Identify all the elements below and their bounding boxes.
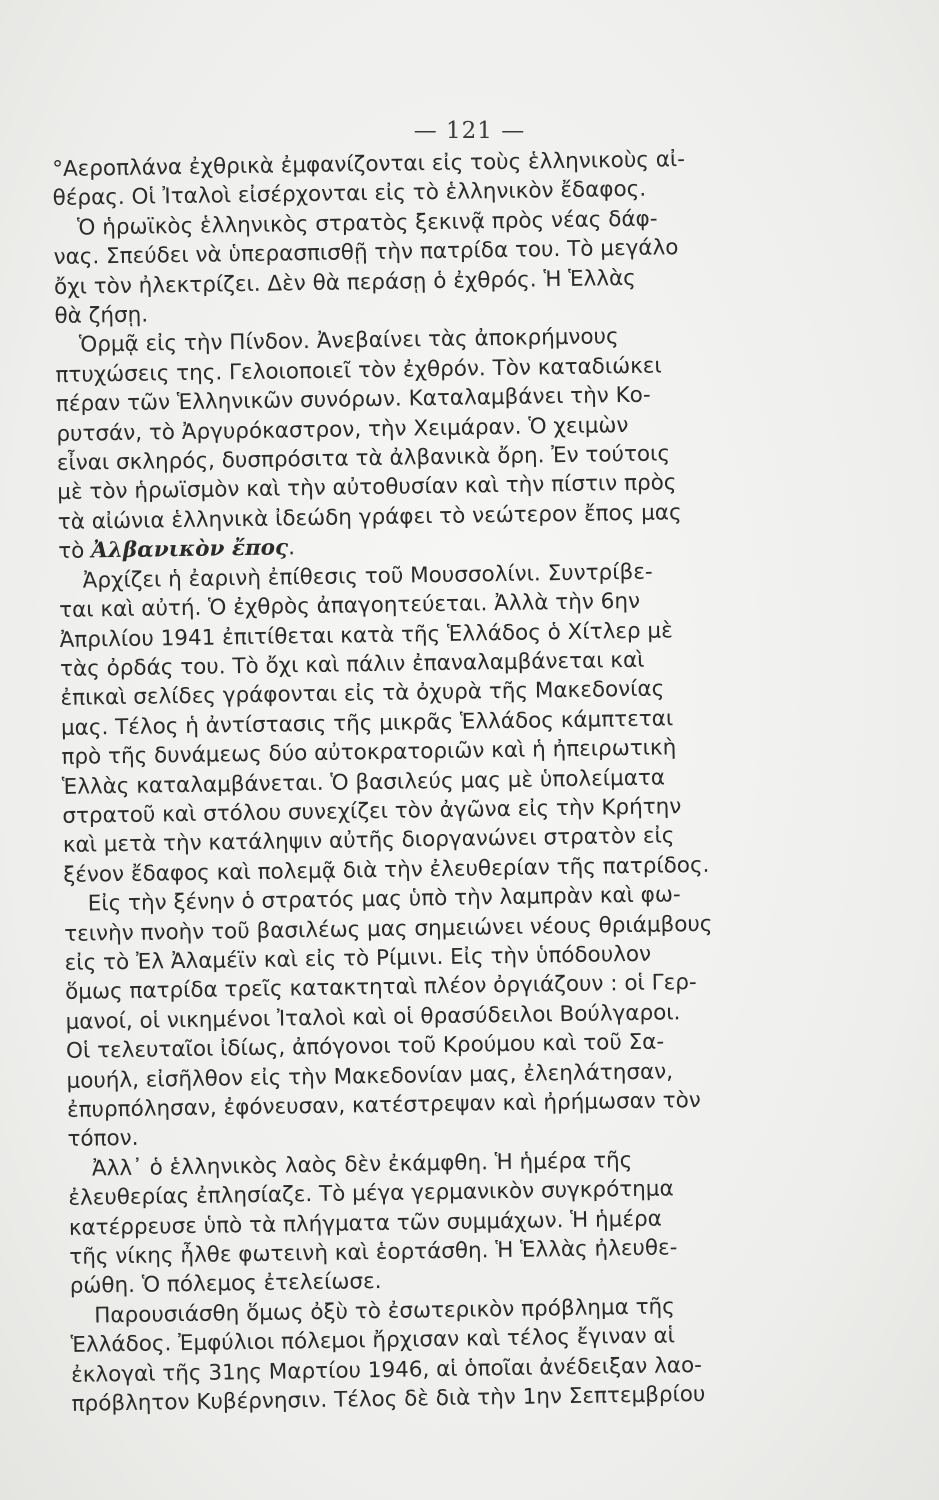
text-line: τὰς ὀρδάς του. Τὸ ὄχι καὶ πάλιν ἐπαναλαμβάνεται καὶ [59, 647, 645, 682]
text-line: τὰ αἰώνια ἑλληνικὰ ἰδεώδη γράφει τὸ νεώτερον ἔπος μας [57, 500, 682, 535]
text-line: Ἑλλὰς καταλαμβάνεται. Ὁ βασιλεύς μας μὲ ὑπολείματα [61, 764, 666, 800]
text-line: πρὸ τῆς δυνάμεως δύο αὐτοκρατοριῶν καὶ ἡ ἠπειρωτικὴ [61, 735, 677, 771]
text-line: Παρουσιάσθη ὅμως ὀξὺ τὸ ἐσωτερικὸν πρόβλημα τῆς [94, 1294, 676, 1329]
text-line: στρατοῦ καὶ στόλου συνεχίζει τὸν ἀγῶνα εἰς τὴν Κρήτην [62, 794, 682, 829]
text-line: ἐπυρπόλησαν, ἐφόνευσαν, κατέστρεψαν καὶ ἠρήμωσαν τὸν [66, 1087, 701, 1123]
text-line: μὲ τὸν ἡρωϊσμὸν καὶ τὴν αὐτοθυσίαν καὶ τὴν πίστιν πρὸς [57, 470, 677, 506]
text-line: θὰ ζήσῃ. [54, 302, 149, 330]
text-line: Οἱ τελευταῖοι ἰδίως, ἀπόγονοι τοῦ Κρούμου καὶ τοῦ Σα- [65, 1029, 665, 1065]
text-line: πρόβλητον Κυβέρνησιν. Τέλος δὲ διὰ τὴν 1ην Σεπτεμβρίου [71, 1381, 706, 1417]
text-line: Ἑλλάδος. Ἐμφύλιοι πόλεμοι ἤρχισαν καὶ τέλος ἔγιναν αἱ [70, 1323, 676, 1359]
text-line: τῆς νίκης ἦλθε φωτεινὴ καὶ ἑορτάσθη. Ἡ Ἑλλὰς ἠλευθε- [69, 1235, 678, 1270]
text-line: μας. Τέλος ἡ ἀντίστασις τῆς μικρᾶς Ἑλλάδος κάμπτεται [60, 706, 674, 741]
text-line: Ὁ ἡρωϊκὸς ἑλληνικὸς στρατὸς ξεκινᾷ πρὸς νέας δάφ- [76, 206, 658, 241]
text-line: Ἀπριλίου 1941 ἐπιτίθεται κατὰ τῆς Ἑλλάδος ὁ Χίτλερ μὲ [59, 617, 673, 653]
text-line: ὅμως πατρίδα τρεῖς κατακτηταὶ πλέον ὀργιάζουν : οἱ Γερ- [64, 970, 697, 1006]
text-line: καὶ μετὰ τὴν κατάληψιν αὐτῆς διοργανώνει στρατὸν εἰς [62, 823, 675, 859]
text-line: Ὁρμᾷ εἰς τὴν Πίνδον. Ἀνεβαίνει τὰς ἀποκρήμνους [78, 324, 619, 359]
text-line: πέραν τῶν Ἑλληνικῶν συνόρων. Καταλαμβάνει τὴν Κο- [55, 382, 651, 418]
text-line: ἐλευθερίας ἐπλησίαζε. Τὸ μέγα γερμανικὸν συγκρότημα [68, 1176, 674, 1212]
text-line: κατέρρευσε ὑπὸ τὰ πλήγματα τῶν συμμάχων. Ἡ ἡμέρα [68, 1206, 663, 1241]
text-line: Ἀρχίζει ἡ ἐαρινὴ ἐπίθεσις τοῦ Μουσσολίνι. Συντρίβε- [82, 559, 653, 594]
text-line: ξένον ἔδαφος καὶ πολεμᾷ διὰ τὴν ἐλευθερίαν τῆς πατρίδος. [63, 852, 710, 888]
text-line: μανοί, οἱ νικημένοι Ἰταλοὶ καὶ οἱ θρασύδειλοι Βούλγαροι. [65, 1000, 681, 1035]
text-line: τεινὴν πνοὴν τοῦ βασιλέως μας σημειώνει νέους θριάμβους [64, 911, 713, 947]
text-line: εἶναι σκληρός, δυσπρόσιτα τὰ ἀλβανικὰ ὄρη. Ἐν τούτοις [56, 441, 671, 477]
text-line: ρώθη. Ὁ πόλεμος ἐτελείωσε. [69, 1269, 382, 1300]
text-line: μουήλ, εἰσῆλθον εἰς τὴν Μακεδονίαν μας, ἐλεηλάτησαν, [66, 1058, 674, 1094]
text-line: νας. Σπεύδει νὰ ὑπερασπισθῇ τὴν πατρίδα του. Τὸ μεγάλο [53, 235, 679, 271]
text-line: ὄχι τὸν ἠλεκτρίζει. Δὲν θὰ περάσῃ ὁ ἐχθρός. Ἡ Ἑλλὰς [53, 265, 636, 300]
text-line-suffix: . [287, 535, 296, 561]
text-line: εἰς τὸ Ἐλ Ἀλαμέϊν καὶ εἰς τὸ Ρίμινι. Εἰς τὴν ὑπόδουλον [64, 941, 652, 976]
emphasized-title: Ἀλβανικὸν ἔπος [90, 535, 289, 564]
text-line: Εἰς τὴν ξένην ὁ στρατός μας ὑπὸ τὴν λαμπρὰν καὶ φω- [87, 882, 681, 917]
text-line: ται καὶ αὐτή. Ὁ ἐχθρὸς ἀπαγοητεύεται. Ἀλλὰ τὴν 6ην [58, 588, 641, 624]
text-line: πτυχώσεις της. Γελοιοποιεῖ τὸν ἐχθρόν. Τὸν καταδιώκει [55, 353, 662, 388]
text-line: ἐπικαὶ σελίδες γράφονται εἰς τὰ ὀχυρὰ τῆς Μακεδονίας [60, 676, 665, 712]
text-line: ρυτσάν, τὸ Ἀργυρόκαστρον, τὴν Χειμάραν. Ὁ χειμὼν [56, 412, 629, 447]
text-line: ἐκλογαὶ τῆς 31ης Μαρτίου 1946, αἱ ὁποῖαι ἀνέδειξαν λαο- [70, 1352, 703, 1388]
body-text [52, 143, 842, 1419]
text-line: °Αεροπλάνα ἐχθρικὰ ἐμφανίζονται εἰς τοὺς ἑλληνικοὺς αἰ- [52, 147, 686, 182]
text-line: Ἀλλ᾽ ὁ ἑλληνικὸς λαὸς δὲν ἐκάμφθη. Ἡ ἡμέρα τῆς [91, 1147, 633, 1182]
text-line: θέρας. Οἱ Ἰταλοὶ εἰσέρχονται εἰς τὸ ἑλληνικὸν ἔδαφος. [52, 177, 647, 212]
page-number: — 121 — [413, 118, 526, 144]
text-line: τόπον. [67, 1126, 139, 1153]
text-line-prefix: τὸ [58, 538, 92, 565]
